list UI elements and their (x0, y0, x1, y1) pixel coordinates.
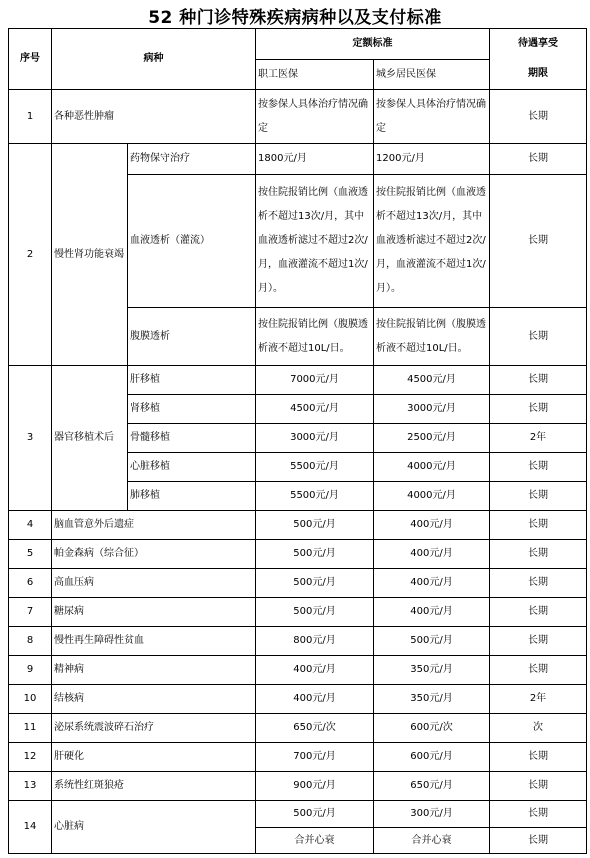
row-employee: 3000元/月 (256, 424, 374, 453)
row-disease: 精神病 (52, 656, 256, 685)
sub-disease: 腹膜透析 (128, 308, 256, 366)
row-resident: 按参保人具体治疗情况确定 (374, 90, 490, 144)
row-employee: 1800元/月 (256, 144, 374, 175)
row-period: 长期 (490, 366, 587, 395)
row-seq: 5 (9, 540, 52, 569)
row-seq: 7 (9, 598, 52, 627)
row-period: 次 (490, 714, 587, 743)
row-period: 长期 (490, 482, 587, 511)
row-resident: 3000元/月 (374, 395, 490, 424)
row-period: 长期 (490, 598, 587, 627)
table-row (9, 511, 587, 540)
row-employee: 500元/月 (256, 801, 374, 828)
table-row (9, 743, 587, 772)
row-disease: 器官移植术后 (52, 366, 128, 511)
row-seq: 10 (9, 685, 52, 714)
row-employee: 400元/月 (256, 656, 374, 685)
row-seq: 6 (9, 569, 52, 598)
row-period: 长期 (490, 772, 587, 801)
row-employee: 650元/次 (256, 714, 374, 743)
header-period-line2: 期限 (528, 68, 548, 79)
row-resident: 4500元/月 (374, 366, 490, 395)
row-resident: 600元/次 (374, 714, 490, 743)
row-employee: 900元/月 (256, 772, 374, 801)
table-row (9, 90, 587, 144)
row-employee: 400元/月 (256, 685, 374, 714)
row-disease: 结核病 (52, 685, 256, 714)
row-seq: 11 (9, 714, 52, 743)
row-resident: 2500元/月 (374, 424, 490, 453)
row-employee: 5500元/月 (256, 453, 374, 482)
row-resident: 600元/月 (374, 743, 490, 772)
row-employee: 700元/月 (256, 743, 374, 772)
row-period: 长期 (490, 569, 587, 598)
row-resident: 4000元/月 (374, 482, 490, 511)
table-row (9, 714, 587, 743)
header-period (490, 29, 587, 90)
row-resident: 400元/月 (374, 540, 490, 569)
row-disease: 各种恶性肿瘤 (52, 90, 256, 144)
table-row (9, 144, 587, 175)
row-period: 长期 (490, 453, 587, 482)
row-period: 长期 (490, 540, 587, 569)
row-resident: 300元/月 (374, 801, 490, 828)
row-period: 长期 (490, 656, 587, 685)
table-row (9, 569, 587, 598)
row-disease: 慢性再生障碍性贫血 (52, 627, 256, 656)
document-title: 52 种门诊特殊疾病病种以及支付标准 (148, 8, 442, 28)
row-employee: 500元/月 (256, 569, 374, 598)
table-row (9, 366, 587, 395)
table-row (9, 540, 587, 569)
row-employee: 按住院报销比例（血液透析不超过13次/月，其中血液透析滤过不超过2次/月，血液灌流不超过1次/月）。 (256, 175, 374, 308)
row-period: 长期 (490, 627, 587, 656)
row-period: 长期 (490, 144, 587, 175)
row-resident: 650元/月 (374, 772, 490, 801)
header-row (9, 29, 587, 60)
row-employee: 合并心衰 (256, 828, 374, 854)
row-resident: 按住院报销比例（血液透析不超过13次/月，其中血液透析滤过不超过2次/月，血液灌流不超过1次/月）。 (374, 175, 490, 308)
sub-disease: 药物保守治疗 (128, 144, 256, 175)
row-employee: 4500元/月 (256, 395, 374, 424)
row-seq: 1 (9, 90, 52, 144)
row-period: 2年 (490, 424, 587, 453)
row-seq: 12 (9, 743, 52, 772)
row-resident: 合并心衰 (374, 828, 490, 854)
row-employee: 500元/月 (256, 598, 374, 627)
row-resident: 500元/月 (374, 627, 490, 656)
row-disease: 肝硬化 (52, 743, 256, 772)
row-period: 长期 (490, 828, 587, 854)
sub-disease: 骨髓移植 (128, 424, 256, 453)
sub-disease: 心脏移植 (128, 453, 256, 482)
row-employee: 按参保人具体治疗情况确定 (256, 90, 374, 144)
sub-disease: 肾移植 (128, 395, 256, 424)
row-disease: 泌尿系统震波碎石治疗 (52, 714, 256, 743)
row-period: 长期 (490, 395, 587, 424)
row-period: 长期 (490, 743, 587, 772)
table-row (9, 801, 587, 828)
row-seq: 14 (9, 801, 52, 854)
row-employee: 500元/月 (256, 540, 374, 569)
sub-disease: 血液透析（灌流） (128, 175, 256, 308)
row-resident: 350元/月 (374, 685, 490, 714)
row-resident: 1200元/月 (374, 144, 490, 175)
row-resident: 350元/月 (374, 656, 490, 685)
row-seq: 2 (9, 144, 52, 366)
table-row (9, 627, 587, 656)
row-period: 2年 (490, 685, 587, 714)
row-employee: 按住院报销比例（腹膜透析液不超过10L/日。 (256, 308, 374, 366)
row-period: 长期 (490, 308, 587, 366)
header-employee: 职工医保 (256, 60, 374, 90)
row-seq: 8 (9, 627, 52, 656)
row-disease: 高血压病 (52, 569, 256, 598)
row-resident: 按住院报销比例（腹膜透析液不超过10L/日。 (374, 308, 490, 366)
row-seq: 9 (9, 656, 52, 685)
row-resident: 400元/月 (374, 569, 490, 598)
row-employee: 500元/月 (256, 511, 374, 540)
row-resident: 4000元/月 (374, 453, 490, 482)
row-disease: 帕金森病（综合征） (52, 540, 256, 569)
table-row (9, 772, 587, 801)
header-period-line1: 待遇享受 (518, 38, 558, 49)
row-disease: 糖尿病 (52, 598, 256, 627)
row-disease: 心脏病 (52, 801, 256, 854)
table-row (9, 598, 587, 627)
row-period: 长期 (490, 511, 587, 540)
row-seq: 3 (9, 366, 52, 511)
row-employee: 5500元/月 (256, 482, 374, 511)
row-disease: 系统性红斑狼疮 (52, 772, 256, 801)
row-period: 长期 (490, 90, 587, 144)
header-resident: 城乡居民医保 (374, 60, 490, 90)
row-resident: 400元/月 (374, 598, 490, 627)
header-seq: 序号 (9, 29, 52, 90)
row-employee: 800元/月 (256, 627, 374, 656)
row-period: 长期 (490, 801, 587, 828)
header-standard: 定额标准 (256, 29, 490, 60)
header-disease: 病种 (52, 29, 256, 90)
table-row (9, 685, 587, 714)
row-seq: 13 (9, 772, 52, 801)
sub-disease: 肺移植 (128, 482, 256, 511)
table-row (9, 656, 587, 685)
row-resident: 400元/月 (374, 511, 490, 540)
row-seq: 4 (9, 511, 52, 540)
row-period: 长期 (490, 175, 587, 308)
row-disease: 慢性肾功能衰竭 (52, 144, 128, 366)
fee-standard-table (8, 28, 587, 854)
sub-disease: 肝移植 (128, 366, 256, 395)
row-employee: 7000元/月 (256, 366, 374, 395)
row-disease: 脑血管意外后遗症 (52, 511, 256, 540)
